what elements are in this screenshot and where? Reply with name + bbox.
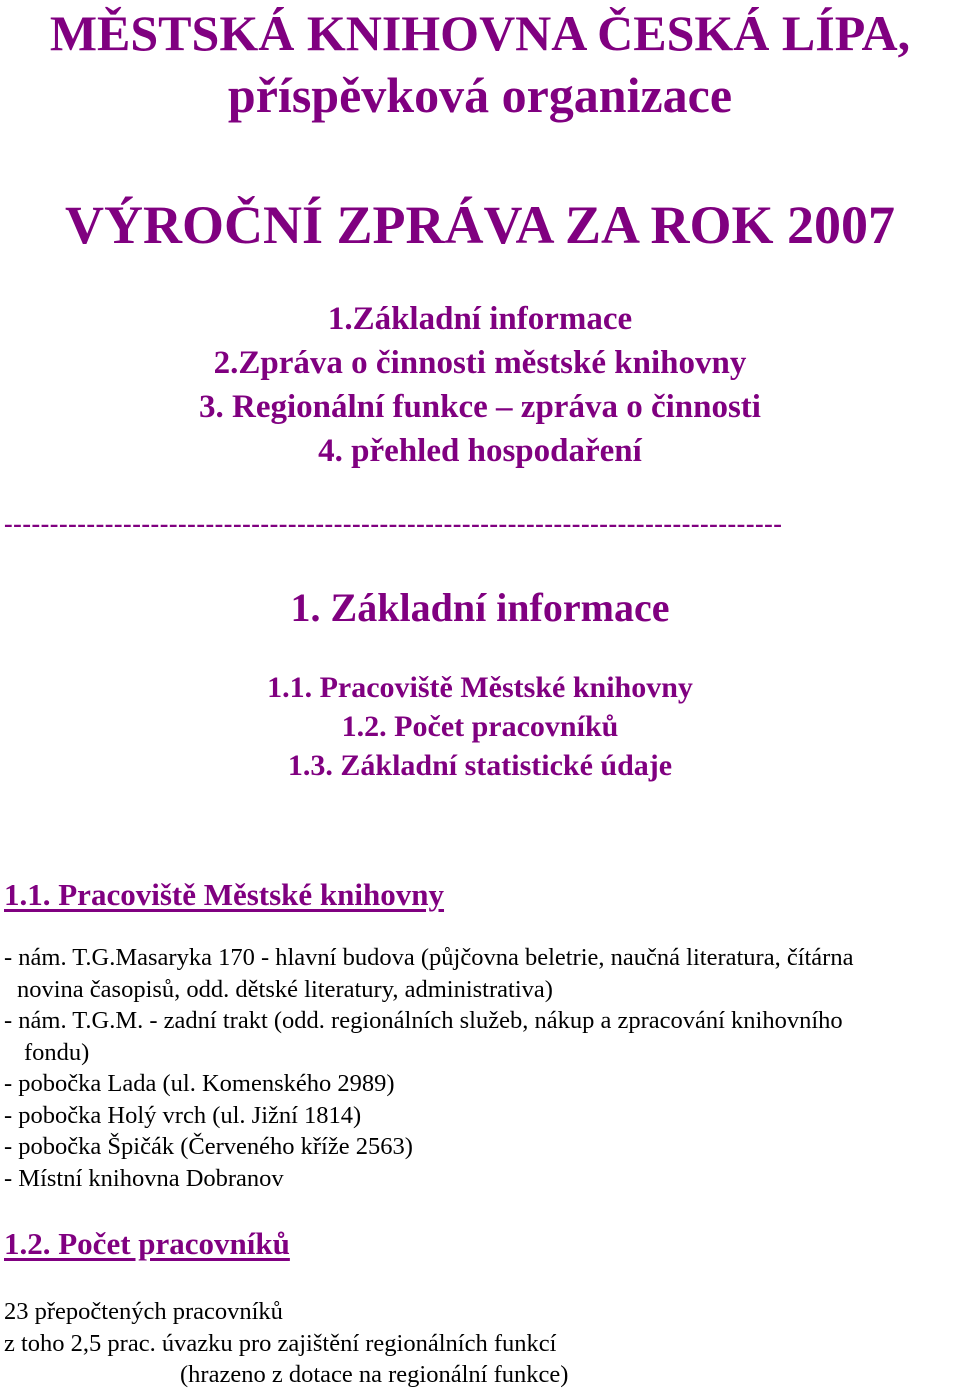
list-item: - nám. T.G.M. - zadní trakt (odd. regionálních služeb, nákup a zpracování knihovního [4,1007,843,1034]
subtoc-item-statistics: 1.3. Základní statistické údaje [287,749,673,782]
toc-item-regional-function: 3. Regionální funkce – zpráva o činnosti [199,389,761,425]
subtoc-item-workplaces: 1.1. Pracoviště Městské knihovny [267,671,693,704]
report-title: VÝROČNÍ ZPRÁVA ZA ROK 2007 [64,195,896,255]
list-item-continuation: fondu) [24,1038,90,1066]
toc-item-library-activity: 2.Zpráva o činnosti městské knihovny [213,345,747,381]
staff-info [4,1296,960,1391]
dashed-divider: ------------------------------------------------------------------------------------- [4,509,783,538]
list-item: - pobočka Špičák (Červeného kříže 2563) [4,1133,413,1160]
list-item: - pobočka Lada (ul. Komenského 2989) [4,1070,395,1097]
table-of-contents [0,297,960,473]
subheading-staff-count: 1.2. Počet pracovníků [4,1226,290,1261]
staff-funding-note: (hrazeno z dotace na regionální funkce) [180,1361,569,1388]
workplaces-list [4,942,960,1194]
list-item-continuation: novina časopisů, odd. dětské literatury, administrativa) [17,975,553,1003]
subheading-workplaces: 1.1. Pracoviště Městské knihovny [4,877,445,912]
toc-item-basic-info: 1.Základní informace [327,301,633,337]
list-item: - nám. T.G.Masaryka 170 - hlavní budova (půjčovna beletrie, naučná literatura, čítárna [4,944,854,971]
section-heading-basic-info: 1. Základní informace [290,585,670,630]
organization-name: MĚSTSKÁ KNIHOVNA ČESKÁ LÍPA, [49,5,911,61]
list-item: - Místní knihovna Dobranov [4,1164,284,1192]
toc-item-finances: 4. přehled hospodaření [318,433,642,469]
staff-regional: z toho 2,5 prac. úvazku pro zajištění regionálních funkcí [4,1329,557,1357]
section-subtoc [0,668,960,785]
organization-type: příspěvková organizace [227,67,733,123]
list-item: - pobočka Holý vrch (ul. Jižní 1814) [4,1101,362,1129]
organization-title [0,2,960,126]
subtoc-item-staff-count: 1.2. Počet pracovníků [341,710,619,743]
staff-total: 23 přepočtených pracovníků [4,1298,283,1325]
